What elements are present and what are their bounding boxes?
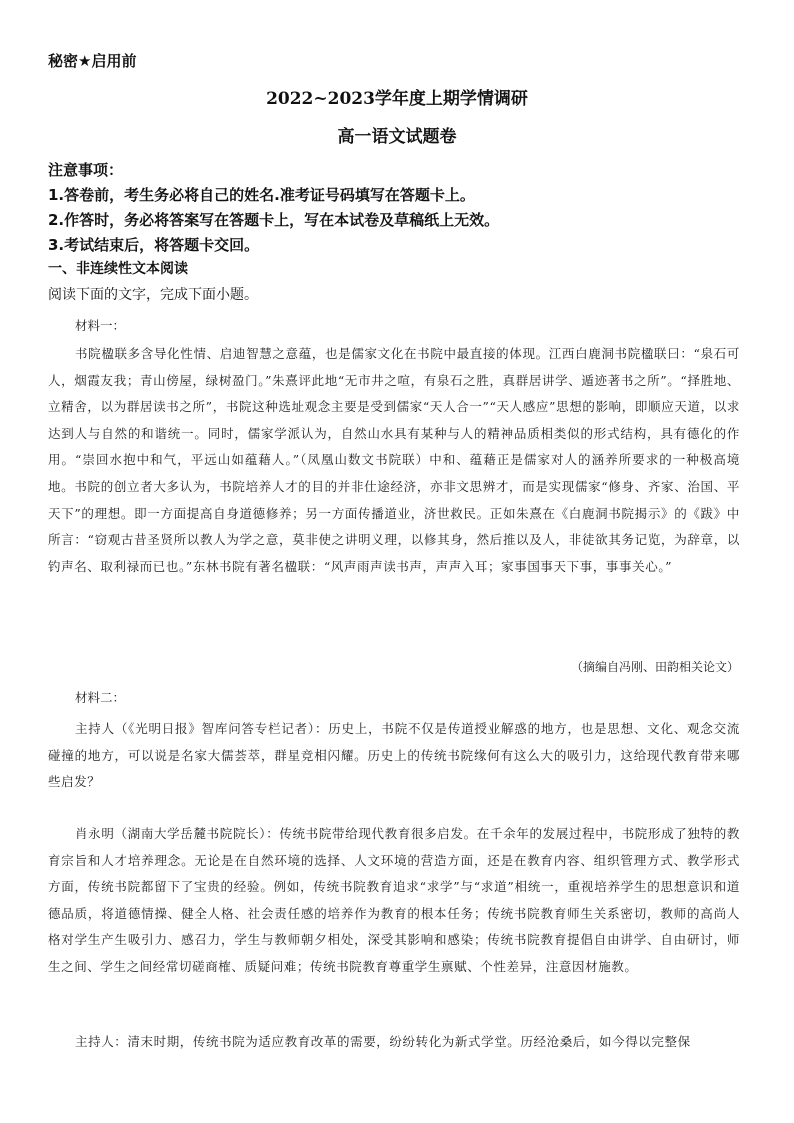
- notice-item: 3.考试结束后，将答题卡交回。: [48, 236, 260, 254]
- notice-block: [48, 158, 748, 258]
- material2-paragraph-host: 主持人（《光明日报》智库问答专栏记者）：历史上，书院不仅是传道授业解惑的地方，也是思想、文化、观念交流碰撞的地方，可以说是名家大儒荟萃，群星竞相闪耀。历史上的传统书院缘何有这么大的吸引力，这给现代教育带来哪些启发？: [48, 721, 740, 790]
- material1-paragraph: 书院楹联多含导化性情、启迪智慧之意蕴，也是儒家文化在书院中最直接的体现。江西白鹿洞书院楹联曰：“泉石可人，烟霞友我；青山傍屋，绿树盈门。”朱熹评此地“无市井之喧，有泉石之胜，真群居讲学、遁迹著书之所”。“择胜地、立精舍，以为群居读书之所”，书院这种选址观念主要是受到儒家“天人合一”“天人感应”思想的影响，即顺应天道，以求达到人与自然的和谐统一。同时，儒家学派认为，自然山水具有某种与人的精神品质相类似的形式结构，具有德化的作用。“崇回水抱中和气，平远山如蕴藉人。”（凤凰山数文书院联）中和、蕴藉正是儒家对人的涵养所要求的一种极高境地。书院的创立者大多认为，书院培养人才的目的并非仕途经济，亦非文思辨才，而是实现儒家“修身、齐家、治国、平天下”的理想。即一方面提高自身道德修养；另一方面传播道业，济世救民。正如朱熹在《白鹿洞书院揭示》的《跋》中所言：“窃观古昔圣贤所以教人为学之意，莫非使之讲明义理，以修其身，然后推以及人，非徒欲其务记览，为辞章，以钓声名、取利禄而已也。”东林书院有著名楹联：“风声雨声读书声，声声入耳；家事国事天下事，事事关心。”: [48, 346, 740, 574]
- material1-source: （摘编自冯刚、田韵相关论文）: [570, 660, 739, 674]
- material2-paragraph-xiao: 肖永明（湖南大学岳麓书院院长）：传统书院带给现代教育很多启发。在千余年的发展过程中，书院形成了独特的教育宗旨和人才培养理念。无论是在自然环境的选择、人文环境的营造方面，还是在教育内容、组织管理方式、教学形式方面，传统书院都留下了宝贵的经验。例如，传统书院教育追求“求学”与“求道”相统一，重视培养学生的思想意识和道德品质，将道德情操、健全人格、社会责任感的培养作为教育的根本任务；传统书院教育师生关系密切，教师的高尚人格对学生产生吸引力、感召力，学生与教师朝夕相处，深受其影响和感染；传统书院教育提倡自由讲学、自由研讨，师生之间、学生之间经常切磋商榷、质疑问难；传统书院教育尊重学生禀赋、个性差异，注意因材施教。: [48, 826, 740, 974]
- material2-paragraph-host2: 主持人：清末时期，传统书院为适应教育改革的需要，纷纷转化为新式学堂。历经沧桑后，如今得以完整保: [75, 1034, 691, 1049]
- material1-label: 材料一：: [75, 318, 126, 333]
- notice-heading: 注意事项：: [48, 161, 124, 179]
- section-heading: 一、非连续性文本阅读: [48, 261, 188, 277]
- section-instruction: 阅读下面的文字，完成下面小题。: [48, 287, 258, 303]
- exam-subtitle: 高一语文试题卷: [337, 127, 457, 147]
- secret-mark: 秘密★启用前: [48, 52, 137, 70]
- notice-item: 1.答卷前，考生务必将自己的姓名.准考证号码填写在答题卡上。: [48, 186, 475, 204]
- exam-title: 2022~2023学年度上期学情调研: [266, 89, 528, 109]
- notice-item: 2.作答时，务必将答案写在答题卡上，写在本试卷及草稿纸上无效。: [48, 211, 500, 229]
- material2-label: 材料二：: [75, 690, 126, 705]
